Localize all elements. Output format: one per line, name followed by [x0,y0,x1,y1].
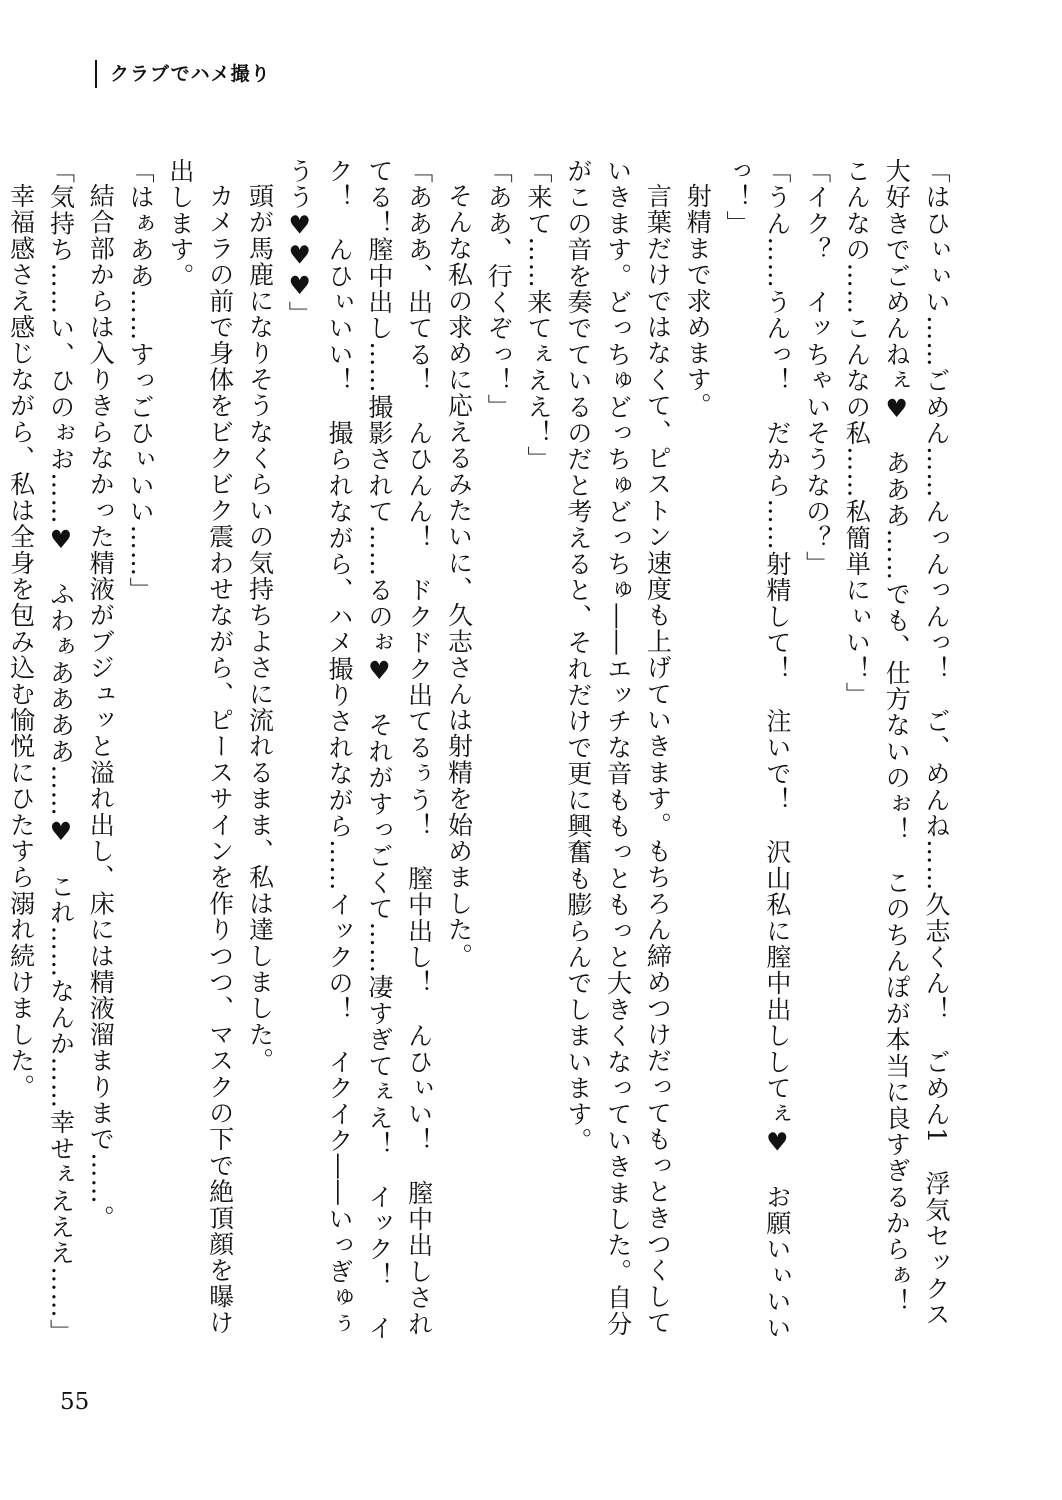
paragraph: 言葉だけではなくて、ピストン速度も上げていきます。もちろん締めつけだってもっときつくしていきます。どっちゅどっちゅどっちゅ――エッチな音ももっともっと大きくなっていきました。自分がこの音を奏でているのだと考えると、それだけで更に興奮も膨らんでしまいます。 [563,158,673,1337]
paragraph: 「イク？ イッちゃいそうなの？」 [802,158,832,578]
paragraph: 「来て……来てぇええ！」 [524,158,554,473]
paragraph: そんな私の求めに応えるみたいに、久志さんは射精を始めました。 [444,183,474,969]
paragraph: 射精まで求めます。 [683,183,713,419]
page-number: 55 [60,1389,90,1415]
paragraph: 幸福感さえ感じながら、私は全身を包み込む愉悦にひたすら溺れ続けました。 [6,183,36,1101]
paragraph: 「うん……うんっ！ だから……射精して！ 注いで！ 沢山私に膣中出ししてぇ♥ お願いぃいいっ！」 [723,158,792,1341]
paragraph: 結合部からは入りきらなかった精液がブジュッと溢れ出し、床には精液溜まりまで……。 [86,183,116,1231]
paragraph: カメラの前で身体をビクビク震わせながら、ピースサインを作りつつ、マスクの下で絶頂顔を曝け出します。 [165,158,235,1336]
header-rule [95,60,97,88]
paragraph: 「あああ、出てる！ んひんん！ ドクドク出てるぅう！ 膣中出し！ んひぃい！ 膣中出しされてる！膣中出し……撮影されて……るのぉ♥ それがすっごくて……凄すぎてぇえ！ イック！ イク！ んひぃいい！ 撮られながら、ハメ撮りされながら……イックの！ イクイク――いっぎゅぅうう♥♥♥」 [285,158,434,1341]
paragraph: 「はぁああ……すっごひぃいい……」 [126,158,156,604]
paragraph: 「はひぃぃい……ごめん……んっんっんっ！ ご、めんね……久志くん！ ごめん1 浮気セックス大好きでごめんねぇ♥ あああ……でも、仕方ないのぉ！ このちんぽが本当に良すぎるからぁ！ こんなの……こんなの私……私簡単にぃい！」 [842,158,951,1342]
paragraph: 頭が馬鹿になりそうなくらいの気持ちよさに流れるまま、私は達しました。 [245,183,275,1074]
paragraph: 「気持ち……い、ひのぉお……♥ ふわぁああああ……♥ これ……なんか……幸せぇえええ……」 [46,158,76,1345]
paragraph: 「ああ、行くぞっ！」 [484,158,514,420]
running-header-title: クラブでハメ撮り [110,63,271,85]
vertical-text-body [6,158,956,1348]
